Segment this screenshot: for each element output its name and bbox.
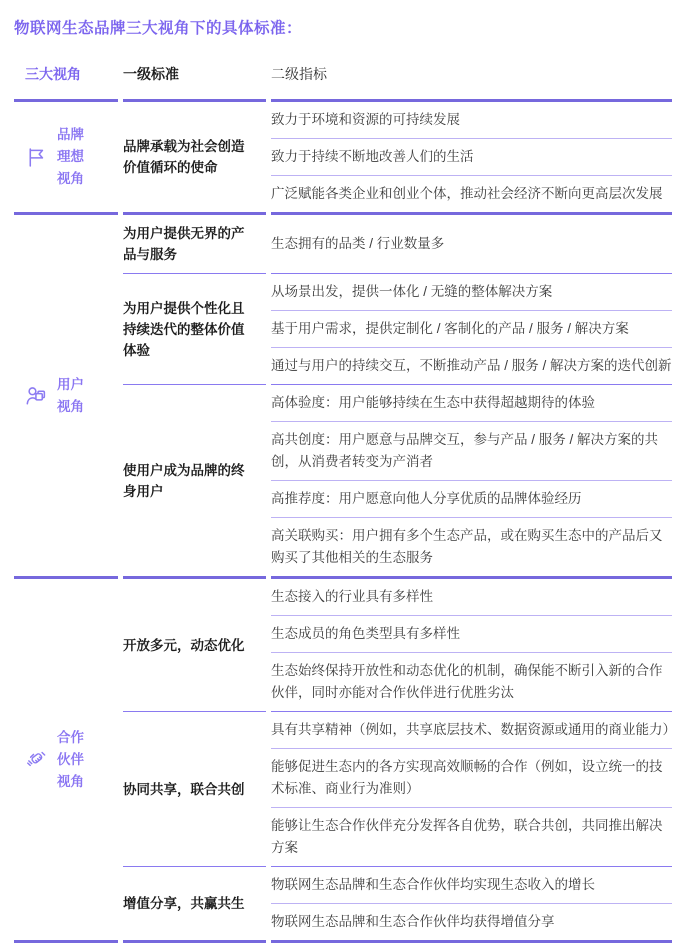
- level2-indicator: 高体验度：用户能够持续在生态中获得超越期待的体验: [271, 395, 595, 410]
- page-title: 物联网生态品牌三大视角下的具体标准：: [14, 20, 303, 37]
- level2-indicator: 生态接入的行业具有多样性: [271, 589, 433, 604]
- perspective-cell: [14, 102, 118, 212]
- level2-indicator: 从场景出发，提供一体化 / 无缝的整体解决方案: [271, 284, 553, 299]
- level1-groups: [123, 102, 672, 212]
- level2-indicators: [271, 212, 672, 273]
- level1-groups: [123, 212, 672, 576]
- header-level2-indicator: 二级指标: [271, 64, 672, 102]
- level2-indicator: 生态成员的角色类型具有多样性: [271, 615, 672, 652]
- level1-standard: 为用户提供个性化且持续迭代的整体价值体验: [123, 273, 266, 384]
- level2-indicator: 生态始终保持开放性和动态优化的机制，确保能不断引入新的合作伙伴，同时亦能对合作伙伴进行优胜劣汰: [271, 652, 672, 711]
- level1-group: [123, 212, 672, 273]
- level2-indicator: 通过与用户的持续交互，不断推动产品 / 服务 / 解决方案的迭代创新: [271, 347, 672, 384]
- level2-indicators: [271, 711, 676, 866]
- level2-indicators: [271, 576, 672, 711]
- perspective-label: 用户 视角: [57, 376, 84, 414]
- level1-group: [123, 711, 676, 866]
- level2-indicator: 物联网生态品牌和生态合作伙伴均获得增值分享: [271, 903, 672, 940]
- level1-standard: 使用户成为品牌的终身用户: [123, 384, 266, 576]
- level2-indicator: 致力于环境和资源的可持续发展: [271, 112, 460, 127]
- perspective-section: [14, 212, 672, 576]
- perspective-label: 合作 伙伴 视角: [57, 729, 84, 789]
- level2-indicators: [271, 384, 672, 576]
- user-icon: [25, 384, 48, 407]
- table-body: [14, 102, 676, 943]
- level1-standard: 品牌承载为社会创造价值循环的使命: [123, 139, 245, 175]
- level1-standard: 开放多元，动态优化: [123, 576, 266, 711]
- perspective-cell: [14, 576, 118, 943]
- level2-indicator: 高关联购买：用户拥有多个生态产品，或在购买生态中的产品后又购买了其他相关的生态服务: [271, 517, 672, 576]
- level2-indicator: 具有共享精神（例如，共享底层技术、数据资源或通用的商业能力）: [271, 722, 676, 737]
- level1-group: [123, 866, 672, 943]
- table-header-row: [14, 64, 672, 102]
- level1-standard: 增值分享，共赢共生: [123, 866, 266, 943]
- level2-indicator: 高共创度：用户愿意与品牌交互，参与产品 / 服务 / 解决方案的共创，从消费者转变为产消者: [271, 421, 672, 480]
- flag-icon: [25, 146, 48, 169]
- level2-indicator: 能够促进生态内的各方实现高效顺畅的合作（例如，设立统一的技术标准、商业行为准则）: [271, 748, 672, 807]
- level1-standard: 协同共享，联合共创: [123, 711, 266, 866]
- level1-group: [123, 384, 672, 576]
- level1-group: [123, 273, 672, 384]
- level1-group: [123, 102, 672, 212]
- handshake-icon: [25, 748, 48, 771]
- level2-indicator: 生态拥有的品类 / 行业数量多: [271, 236, 445, 251]
- header-level1-standard: 一级标准: [123, 64, 266, 102]
- perspective-cell: [14, 212, 118, 576]
- level2-indicator: 基于用户需求，提供定制化 / 客制化的产品 / 服务 / 解决方案: [271, 310, 672, 347]
- level2-indicator: 致力于持续不断地改善人们的生活: [271, 138, 672, 175]
- level2-indicator: 物联网生态品牌和生态合作伙伴均实现生态收入的增长: [271, 877, 595, 892]
- perspective-section: [14, 576, 676, 943]
- level1-standard: 为用户提供无界的产品与服务: [123, 212, 266, 273]
- level2-indicator: 能够让生态合作伙伴充分发挥各自优势，联合共创，共同推出解决方案: [271, 807, 672, 866]
- level2-indicators: [271, 102, 672, 212]
- level2-indicator: 高推荐度：用户愿意向他人分享优质的品牌体验经历: [271, 480, 672, 517]
- level2-indicators: [271, 273, 672, 384]
- perspective-label: 品牌 理想 视角: [57, 127, 84, 186]
- standards-table: [14, 64, 676, 943]
- level2-indicators: [271, 866, 672, 943]
- level1-groups: [123, 576, 676, 943]
- header-perspective: 三大视角: [14, 64, 118, 102]
- level2-indicator: 广泛赋能各类企业和创业个体，推动社会经济不断向更高层次发展: [271, 175, 672, 212]
- level1-group: [123, 576, 672, 711]
- perspective-section: [14, 102, 672, 212]
